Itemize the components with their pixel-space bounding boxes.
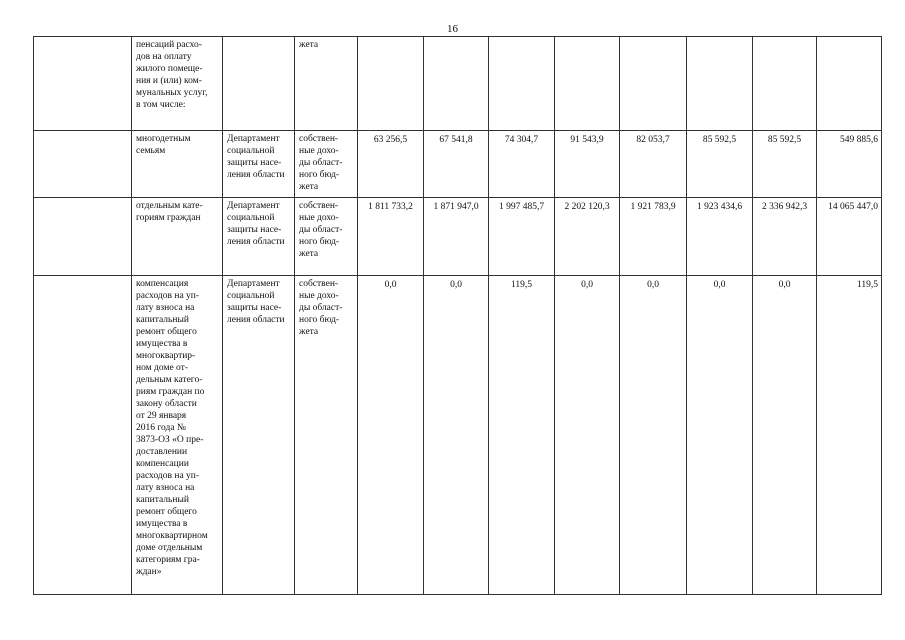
index-cell xyxy=(34,131,132,198)
value-cell xyxy=(620,37,687,131)
value-cell: 0,0 xyxy=(555,276,620,595)
value-cell: 119,5 xyxy=(489,276,555,595)
value-cell xyxy=(753,37,817,131)
value-cell: 1 811 733,2 xyxy=(358,198,424,276)
table-row xyxy=(34,198,882,276)
value-cell: 1 923 434,6 xyxy=(687,198,753,276)
value-cell: 0,0 xyxy=(620,276,687,595)
total-cell: 119,5 xyxy=(817,276,882,595)
table-row xyxy=(34,276,882,595)
value-cell: 85 592,5 xyxy=(687,131,753,198)
total-cell: 14 065 447,0 xyxy=(817,198,882,276)
value-cell: 0,0 xyxy=(753,276,817,595)
funding-source-cell: собствен- ные дохо- ды област- ного бюд- жета xyxy=(295,276,358,595)
measure-name-cell: отдельным кате- гориям граждан xyxy=(132,198,223,276)
value-cell: 0,0 xyxy=(687,276,753,595)
measure-name-cell: пенсаций расхо- дов на оплату жилого помеще- ния и (или) ком- мунальных услуг, в том числе: xyxy=(132,37,223,131)
value-cell: 1 997 485,7 xyxy=(489,198,555,276)
value-cell: 2 202 120,3 xyxy=(555,198,620,276)
responsible-cell: Департамент социальной защиты насе- ления области xyxy=(223,276,295,595)
value-cell: 1 871 947,0 xyxy=(424,198,489,276)
measure-name-cell: многодетным семьям xyxy=(132,131,223,198)
value-cell: 2 336 942,3 xyxy=(753,198,817,276)
total-cell xyxy=(817,37,882,131)
value-cell xyxy=(358,37,424,131)
value-cell: 0,0 xyxy=(424,276,489,595)
responsible-cell: Департамент социальной защиты насе- ления области xyxy=(223,198,295,276)
value-cell xyxy=(687,37,753,131)
value-cell: 74 304,7 xyxy=(489,131,555,198)
index-cell xyxy=(34,37,132,131)
value-cell: 85 592,5 xyxy=(753,131,817,198)
value-cell: 0,0 xyxy=(358,276,424,595)
funding-source-cell: собствен- ные дохо- ды област- ного бюд- жета xyxy=(295,131,358,198)
page-number: 16 xyxy=(447,23,458,35)
index-cell xyxy=(34,276,132,595)
value-cell: 91 543,9 xyxy=(555,131,620,198)
funding-source-cell: жета xyxy=(295,37,358,131)
funding-source-cell: собствен- ные дохо- ды област- ного бюд- жета xyxy=(295,198,358,276)
value-cell xyxy=(555,37,620,131)
table-row xyxy=(34,37,882,131)
value-cell xyxy=(489,37,555,131)
value-cell: 67 541,8 xyxy=(424,131,489,198)
measure-name-cell: компенсация расходов на уп- лату взноса на капитальный ремонт общего имущества в многоквартир- ном доме от- дельным катего- риям граждан по закону области от 29 января 2016 года № 3873-ОЗ «О пре- доставлении компенсации расходов на уп- лату взноса на капитальный ремонт общего имущества в многоквартирном доме отдельным категориям гра- ждан» xyxy=(132,276,223,595)
value-cell: 82 053,7 xyxy=(620,131,687,198)
value-cell: 1 921 783,9 xyxy=(620,198,687,276)
program-table xyxy=(33,36,882,595)
responsible-cell: Департамент социальной защиты насе- ления области xyxy=(223,131,295,198)
responsible-cell xyxy=(223,37,295,131)
value-cell: 63 256,5 xyxy=(358,131,424,198)
table-row xyxy=(34,131,882,198)
index-cell xyxy=(34,198,132,276)
total-cell: 549 885,6 xyxy=(817,131,882,198)
value-cell xyxy=(424,37,489,131)
